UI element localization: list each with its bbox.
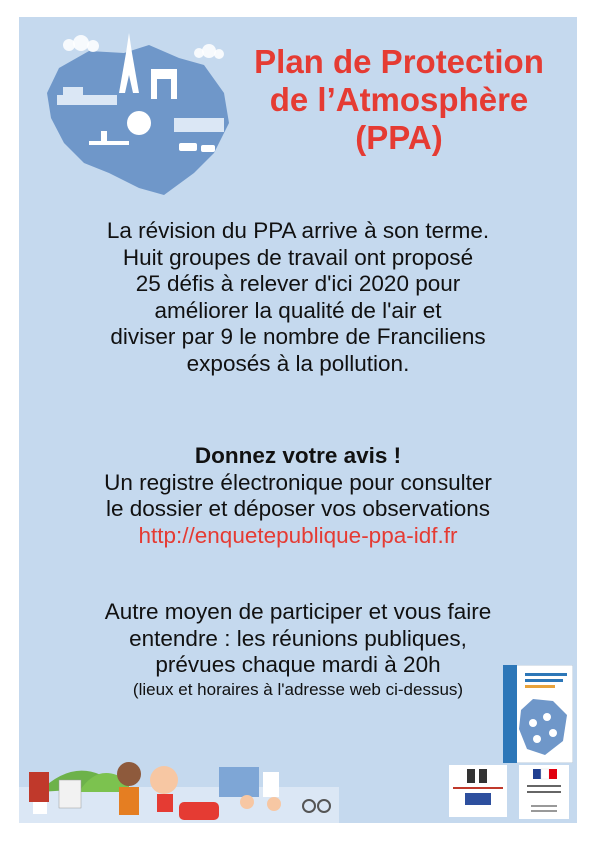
poster-title [214,43,577,157]
avis-paragraph [19,443,577,549]
avis-heading: Donnez votre avis ! [194,443,402,468]
prefet-region-logo [519,765,569,819]
intro-line: 25 défis à relever d'ici 2020 pour [135,271,461,296]
avis-line: le dossier et déposer vos observations [106,496,490,521]
title-line-2: de l’Atmosphère [269,81,529,118]
intro-line: améliorer la qualité de l'air et [154,297,442,323]
reunions-line: Autre moyen de participer et vous faire [104,599,492,624]
intro-paragraph [19,218,577,377]
intro-line: La révision du PPA arrive à son terme. [106,218,490,243]
poster [19,17,577,823]
city-people-illustration [19,732,339,823]
registre-link[interactable]: http://enquetepublique-ppa-idf.fr [138,522,458,548]
title-line-3: (PPA) [355,119,443,156]
title-line-1: Plan de Protection [254,43,544,80]
ile-de-france-map-illustration [29,23,239,203]
prefecture-police-logo [449,765,507,817]
reunions-line: entendre : les réunions publiques, [129,625,467,651]
reunions-note: (lieux et horaires à l'adresse web ci-dessus) [132,679,464,699]
avis-line: Un registre électronique pour consulter [104,469,492,495]
intro-line: exposés à la pollution. [186,350,410,376]
reunions-paragraph [19,599,577,701]
intro-line: diviser par 9 le nombre de Franciliens [110,324,486,349]
ppa-document-cover [503,665,573,763]
intro-line: Huit groupes de travail ont proposé [122,244,474,270]
reunions-line: prévues chaque mardi à 20h [155,652,441,677]
